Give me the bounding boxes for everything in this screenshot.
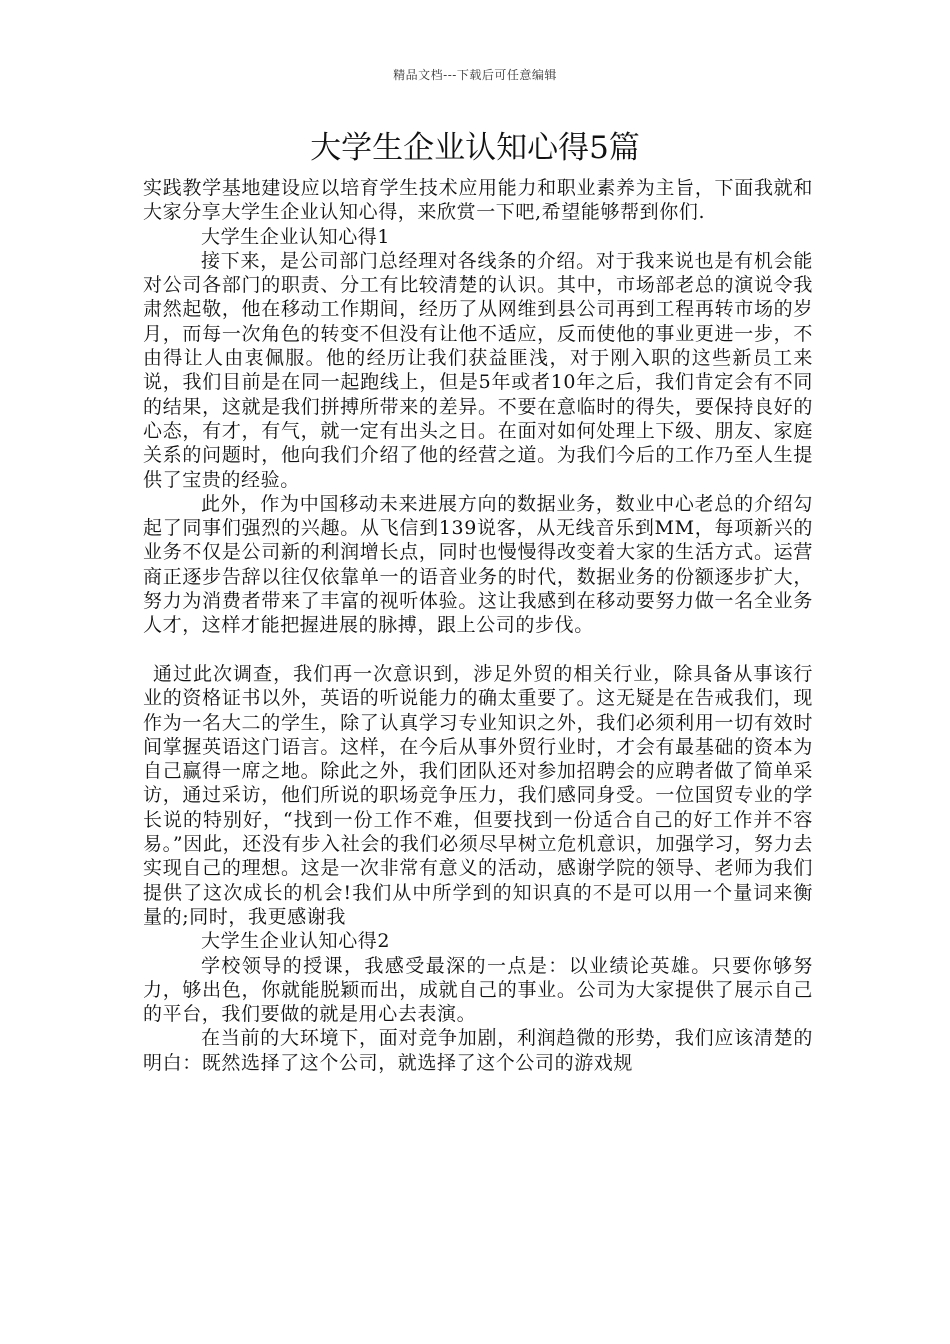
document-body <box>143 176 813 1075</box>
intro-paragraph: 实践教学基地建设应以培育学生技术应用能力和职业素养为主旨，下面我就和大家分享大学生企业认知心得，来欣赏一下吧,希望能够帮到你们. <box>143 177 813 224</box>
paragraph: 在当前的大环境下，面对竞争加剧，利润趋微的形势，我们应该清楚的明白：既然选择了这个公司，就选择了这个公司的游戏规 <box>143 1027 813 1074</box>
paragraph: 此外，作为中国移动未来进展方向的数据业务，数业中心老总的介绍勾起了同事们强烈的兴趣。从飞信到139说客，从无线音乐到MM，每项新兴的业务不仅是公司新的利润增长点，同时也慢慢得改变着大家的生活方式。运营商正逐步告辞以往仅依靠单一的语音业务的时代，数据业务的份额逐步扩大，努力为消费者带来了丰富的视听体验。这让我感到在移动要努力做一名全业务人才，这样才能把握进展的脉搏，跟上公司的步伐。 <box>143 492 813 637</box>
paragraph: 学校领导的授课，我感受最深的一点是：以业绩论英雄。只要你够努力，够出色，你就能脱颖而出，成就自己的事业。公司为大家提供了展示自己的平台，我们要做的就是用心去表演。 <box>143 954 813 1026</box>
section-heading-2: 大学生企业认知心得2 <box>201 930 391 953</box>
blank-line <box>143 638 813 662</box>
paragraph: 通过此次调查，我们再一次意识到，涉足外贸的相关行业，除具备从事该行业的资格证书以外，英语的听说能力的确太重要了。这无疑是在告戒我们，现作为一名大二的学生，除了认真学习专业知识之外，我们必须利用一切有效时间掌握英语这门语言。这样，在今后从事外贸行业时，才会有最基础的资本为自己赢得一席之地。除此之外，我们团队还对参加招聘会的应聘者做了简单采访，通过采访，他们所说的职场竞争压力，我们感同身受。一位国贸专业的学长说的特别好，“找到一份工作不难，但要找到一份适合自己的好工作并不容易。”因此，还没有步入社会的我们必须尽早树立危机意识，加强学习，努力去实现自己的理想。这是一次非常有意义的活动，感谢学院的领导、老师为我们提供了这次成长的机会!我们从中所学到的知识真的不是可以用一个量词来衡量的;同时，我更感谢我 <box>143 662 813 928</box>
section-heading-1: 大学生企业认知心得1 <box>201 225 391 248</box>
header-note: 精品文档---下载后可任意编辑 <box>393 68 557 82</box>
document-title: 大学生企业认知心得5篇 <box>310 130 640 166</box>
paragraph: 接下来，是公司部门总经理对各线条的介绍。对于我来说也是有机会能对公司各部门的职责、分工有比较清楚的认识。其中，市场部老总的演说令我肃然起敬，他在移动工作期间，经历了从网维到县公司再到工程再转市场的岁月，而每一次角色的转变不但没有让他不适应，反而使他的事业更进一步，不由得让人由衷佩服。他的经历让我们获益匪浅，对于刚入职的这些新员工来说，我们目前是在同一起跑线上，但是5年或者10年之后，我们肯定会有不同的结果，这就是我们拼搏所带来的差异。不要在意临时的得失，要保持良好的心态，有才，有气，就一定有出头之日。在面对如何处理上下级、朋友、家庭关系的问题时，他向我们介绍了他的经营之道。为我们今后的工作乃至人生提供了宝贵的经验。 <box>143 249 813 491</box>
